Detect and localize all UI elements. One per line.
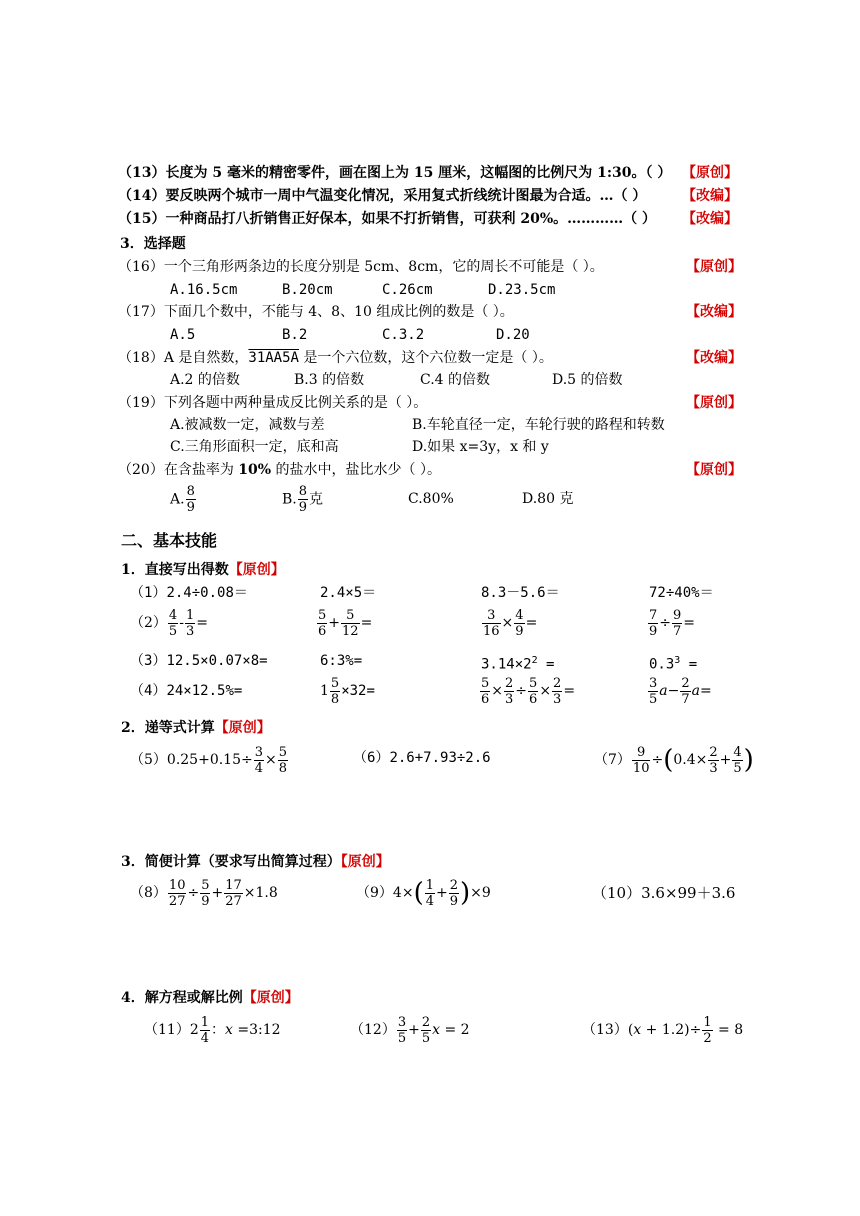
expression: $3.14\times 2^2$ = [481, 655, 555, 673]
expression: $\frac{5}{6}$ × $\frac{2}{3}$ ÷ $\frac{5}{6}$ × $\frac{2}{3}$ = [481, 675, 576, 707]
tag-original: 【原创】 [682, 165, 738, 181]
expression: 2.4×5＝ [320, 585, 377, 601]
question-7: （7） $\frac{9}{10}$ ÷(0.4× $\frac{2}{3}$ + $\frac{4}{5}$ ) [594, 744, 754, 776]
tag-adapted: 【改编】 [686, 350, 742, 366]
expression: $\frac{3}{5}$ a− $\frac{2}{7}$ a= [649, 675, 712, 707]
expression: 8.3－5.6＝ [481, 585, 560, 601]
option-d: D.20 [496, 327, 530, 343]
question-5: （5）0.25+0.15÷ $\frac{3}{4}$ × $\frac{5}{8}$ [130, 744, 288, 776]
tag-original: 【原创】 [686, 395, 742, 411]
expression: 6:3%= [320, 653, 363, 669]
option-d: D.23.5cm [488, 282, 556, 298]
option-c: C.26cm [382, 282, 433, 298]
question-18: （18）A 是自然数，31AA5A 是一个六位数，这个六位数一定是（ ）。 [118, 350, 553, 366]
section-heading: 3．选择题 [120, 236, 186, 252]
question-14: （14）要反映两个城市一周中气温变化情况，采用复式折线统计图最为合适。…（ ） [118, 188, 647, 204]
overlined-number: 31AA5A [248, 350, 299, 366]
tag-adapted: 【改编】 [682, 188, 738, 204]
option-a: A.5 [170, 327, 196, 343]
question-19: （19）下列各题中两种量成反比例关系的是（ ）。 [118, 395, 428, 411]
question-20: （20）在含盐率为 10% 的盐水中，盐比水少（ ）。 [118, 462, 441, 478]
expression: $\frac{3}{16}$ × $\frac{4}{9}$ = [483, 607, 538, 639]
question-13-equation: （13）(x + 1.2)÷ $\frac{1}{2}$ = 8 [582, 1014, 744, 1046]
question-12: （12） $\frac{3}{5}$ + $\frac{2}{5}$ x = 2 [350, 1014, 470, 1046]
question-10: （10）3.6×99＋3.6 [592, 884, 736, 902]
option-b: B.车轮直径一定，车轮行驶的路程和转数 [412, 417, 665, 433]
row-2: （2） $\frac{4}{5}$ - $\frac{1}{3}$ = [130, 607, 208, 639]
question-8: （8） $\frac{10}{27}$ ÷ $\frac{5}{9}$ + $\frac{17}{27}$ ×1.8 [130, 877, 278, 909]
tag-original: 【原创】 [686, 259, 742, 275]
tag-original: 【原创】 [340, 854, 390, 870]
tag-adapted: 【改编】 [686, 304, 742, 320]
option-b: B.3 的倍数 [294, 372, 365, 388]
question-6: （6）2.6+7.93÷2.6 [353, 750, 491, 766]
expression: 1 $\frac{5}{8}$ ×32= [320, 675, 375, 707]
option-b: B. $\frac{8}{9}$ 克 [282, 484, 324, 515]
option-a: A. $\frac{8}{9}$ [170, 484, 195, 515]
option-b: B.20cm [282, 282, 333, 298]
expression: $\frac{7}{9}$ ÷ $\frac{9}{7}$ = [649, 607, 696, 639]
row-1: （1）2.4÷0.08＝ [130, 585, 248, 601]
question-9: （9）4×( $\frac{1}{4}$ + $\frac{2}{9}$ )×9 [356, 877, 491, 909]
part-title: 二、基本技能 [121, 531, 218, 550]
section-heading: 4．解方程或解比例【原创】 [121, 990, 299, 1006]
tag-original: 【原创】 [228, 562, 285, 578]
question-17: （17）下面几个数中，不能与 4、8、10 组成比例的数是（ ）。 [118, 304, 514, 320]
question-11: （11）2 $\frac{1}{4}$ ：x =3:12 [144, 1014, 281, 1046]
tag-original: 【原创】 [686, 462, 742, 478]
question-15: （15）一种商品打八折销售正好保本，如果不打折销售，可获利 20%。…………（ ） [118, 211, 657, 227]
option-c: C.3.2 [382, 327, 425, 343]
tag-original: 【原创】 [242, 990, 299, 1006]
section-heading: 1．直接写出得数【原创】 [121, 562, 285, 578]
section-heading: 3．简便计算（要求写出简算过程）【原创】 [121, 854, 390, 870]
option-d: D.5 的倍数 [552, 372, 623, 388]
option-a: A.16.5cm [170, 282, 238, 298]
option-c: C.三角形面积一定，底和高 [170, 439, 339, 455]
tag-adapted: 【改编】 [682, 211, 738, 227]
expression: $\frac{5}{6}$ + $\frac{5}{12}$ = [318, 607, 373, 639]
question-16: （16）一个三角形两条边的长度分别是 5cm、8cm，它的周长不可能是（ ）。 [118, 259, 604, 275]
option-a: A.2 的倍数 [170, 372, 240, 388]
row-4: （4）24×12.5%= [130, 683, 243, 699]
row-3: （3）12.5×0.07×8= [130, 653, 268, 669]
tag-original: 【原创】 [214, 720, 271, 736]
section-heading: 2．递等式计算【原创】 [121, 720, 271, 736]
option-d: D.80 克 [522, 491, 574, 507]
question-13: （13）长度为 5 毫米的精密零件，画在图上为 15 厘米，这幅图的比例尺为 1:30。（ ） [118, 165, 672, 181]
option-b: B.2 [282, 327, 308, 343]
expression: 72÷40%＝ [649, 585, 714, 601]
option-d: D.如果 x=3y，x 和 y [412, 439, 549, 455]
option-c: C.80% [408, 491, 454, 507]
option-a: A.被减数一定，减数与差 [170, 417, 325, 433]
expression: $0.3^3$ = [649, 655, 698, 673]
option-c: C.4 的倍数 [420, 372, 491, 388]
